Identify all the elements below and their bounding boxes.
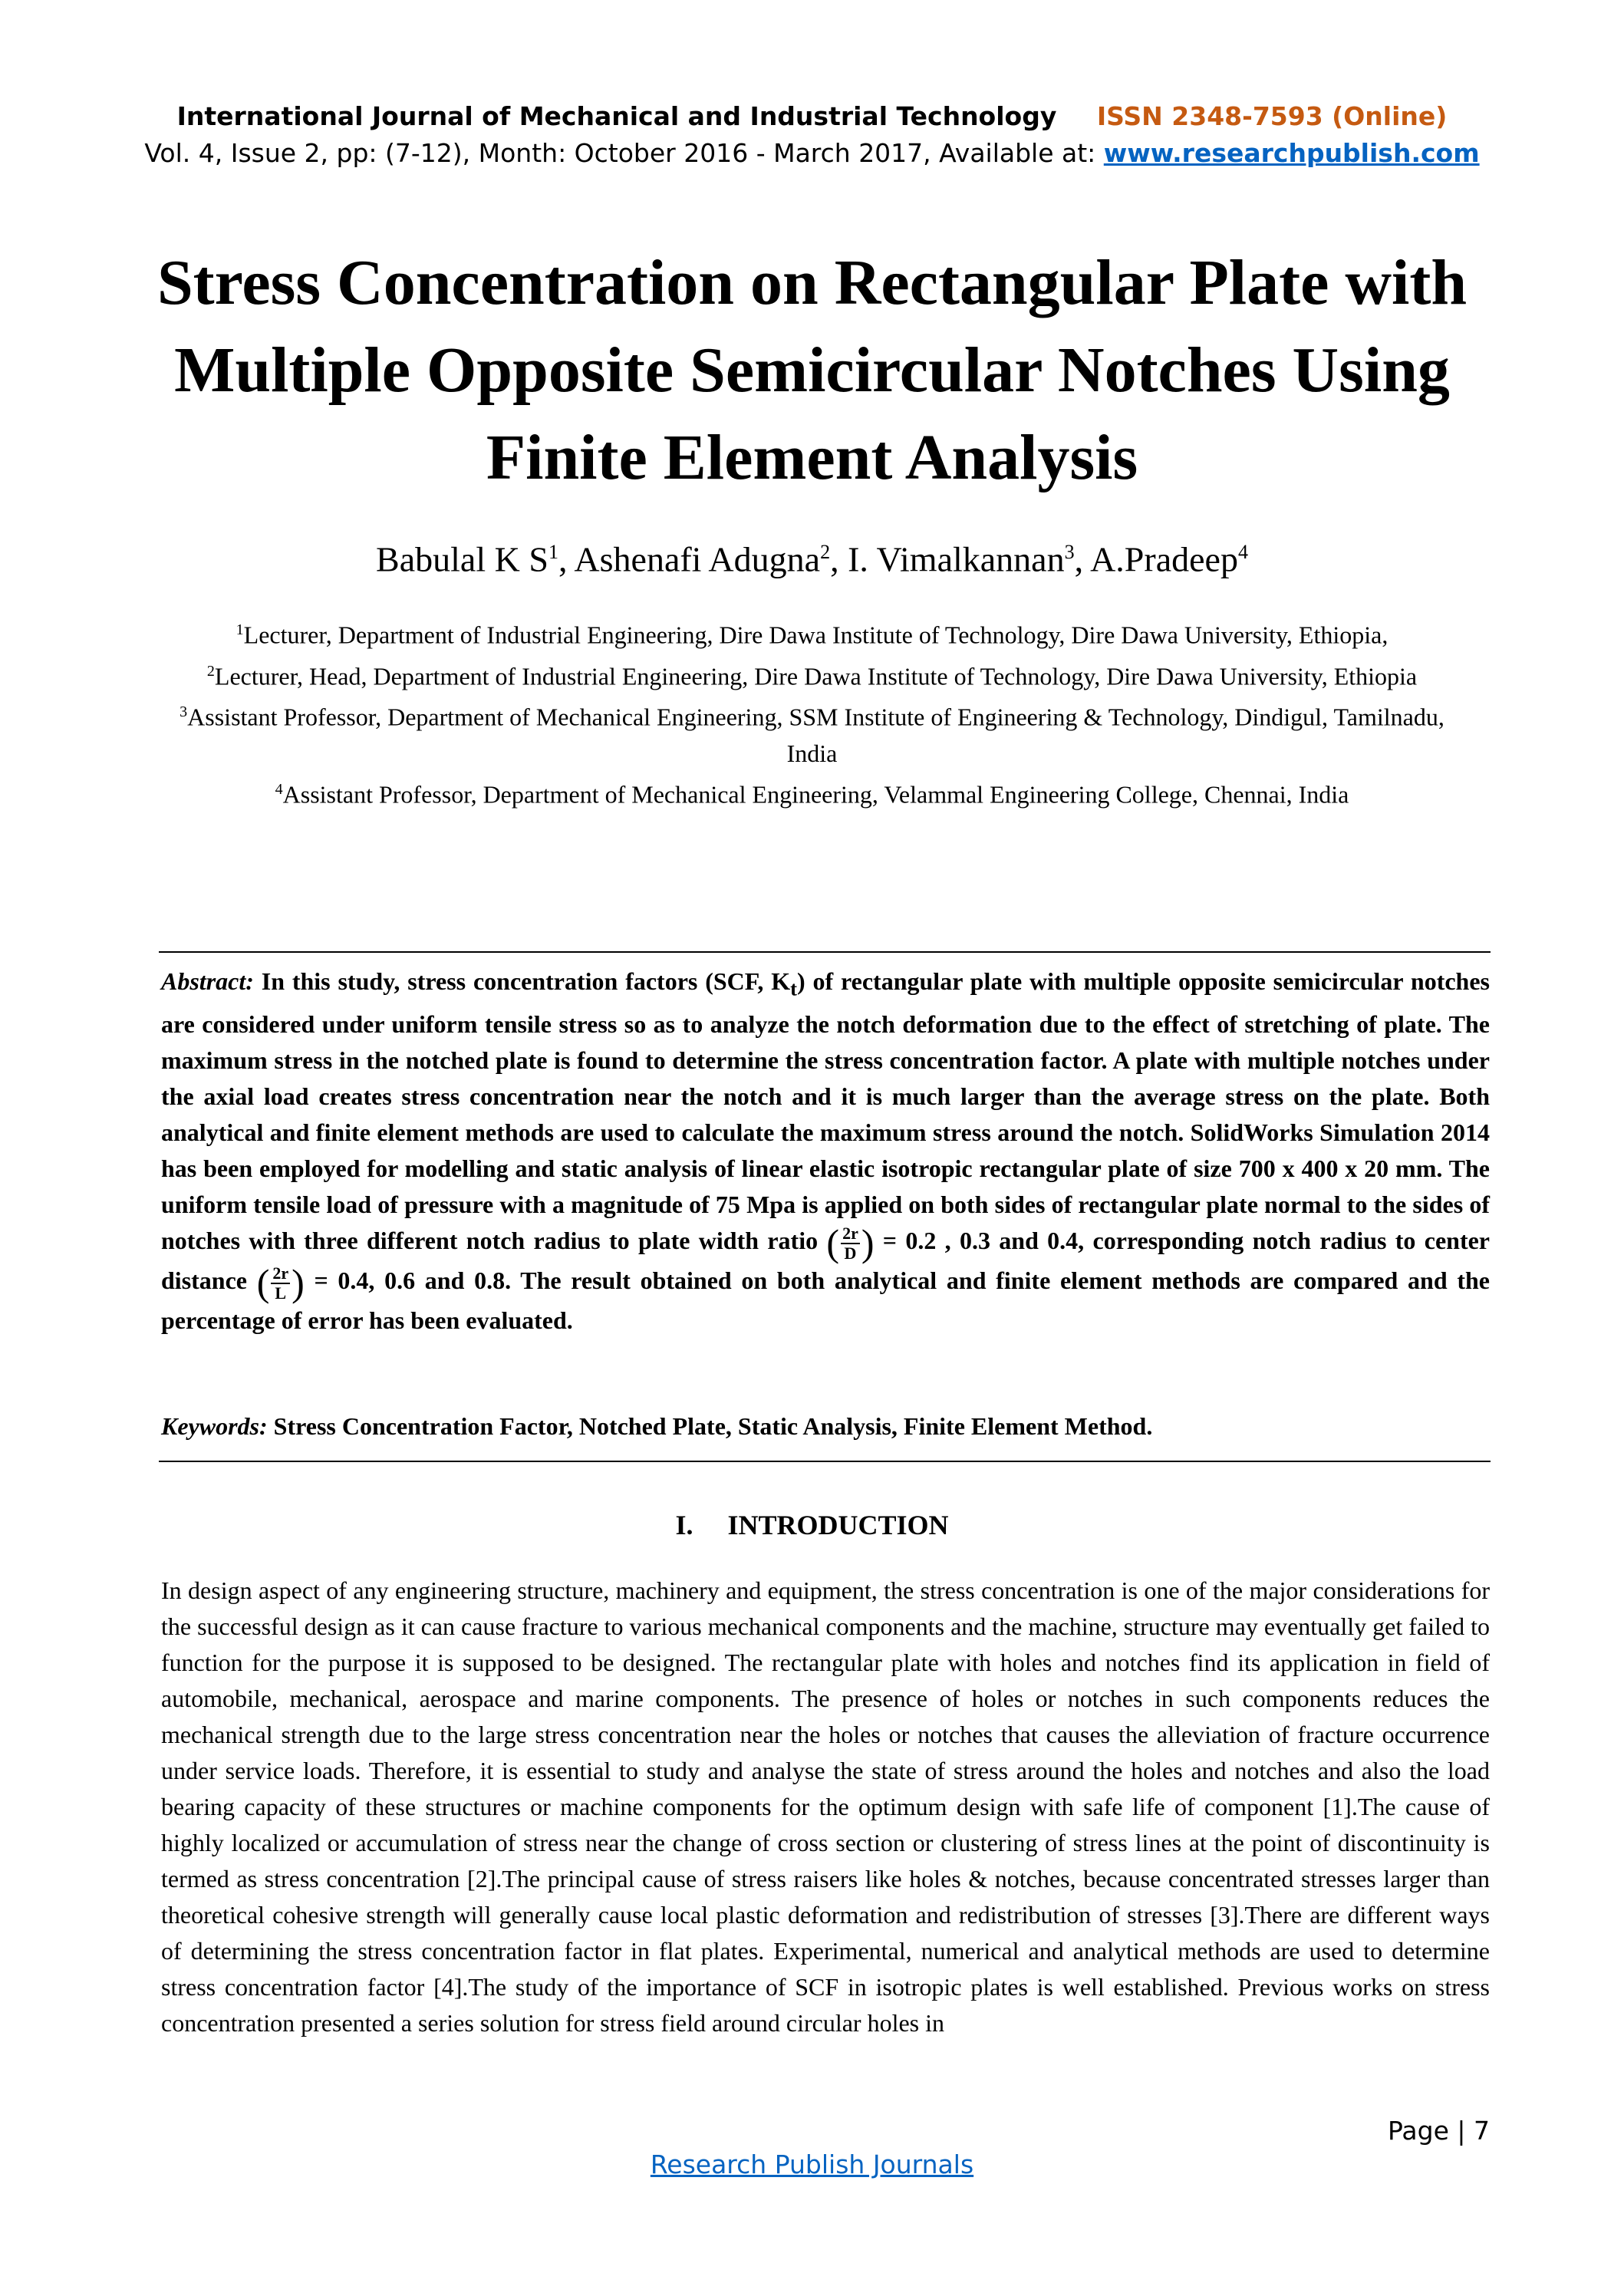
kt-subscript: t [790, 977, 798, 1000]
fraction-denominator: D [844, 1244, 857, 1263]
affiliation-text: Lecturer, Head, Department of Industrial Engineering, Dire Dawa Institute of Technology, Dire Dawa University, Ethiopia [214, 662, 1418, 690]
affiliation [153, 654, 1471, 695]
author-name: I. Vimalkannan [848, 539, 1065, 579]
keywords-label: Keywords: [161, 1412, 268, 1440]
fraction-numerator: 2r [272, 1263, 289, 1283]
abstract-top-divider [159, 951, 1491, 953]
publisher-footer-link[interactable]: Research Publish Journals [650, 2149, 974, 2179]
abstract-text: = 0.2 , 0.3 and 0.4, corresponding notch radius to center distance [161, 1227, 1491, 1295]
section-heading-introduction: I. INTRODUCTION [675, 1510, 949, 1540]
right-paren-glyph: ) [861, 1221, 875, 1265]
issn-label: ISSN 2348-7593 (Online) [1096, 101, 1448, 131]
affiliation [153, 612, 1471, 654]
author-affiliation-mark: 4 [1237, 541, 1248, 563]
author-list: Babulal K $S^1$, Ashenafi Adugna$^2$, I. Vimalkannan$^3$, A.Pradeep$^4$ [376, 539, 1248, 579]
fraction-denominator: L [275, 1283, 287, 1303]
left-paren-glyph: ( [826, 1221, 840, 1265]
introduction-paragraph: In design aspect of any engineering structure, machinery and equipment, the stress concentration is one of the major considerations for the successful design as it can cause fracture to various mechanical components and the machine, structure may eventually get failed to function for the purpose it is supposed to be designed. The rectangular plate with holes and notches find its application in field of automobile, mechanical, aerospace and marine components. The presence of holes or notches in such components reduces the mechanical strength due to the large stress concentration near the holes or notches that causes the alleviation of fracture occurrence under service loads. Therefore, it is essential to study and analyse the state of stress around the holes and notches and also the load bearing capacity of these structures or machine components for the optimum design with safe life of component [1].The cause of highly localized or accumulation of stress near the change of cross section or clustering of stress lines at the point of discontinuity is termed as stress concentration [2].The principal cause of stress raisers like holes & notches, because concentrated stresses larger than theoretical cohesive strength will generally cause local plastic deformation and redistribution of stresses [3].There are different ways of determining the stress concentration factor in flat plates. Experimental, numerical and analytical methods are used to determine stress concentration factor [4].The study of the importance of SCF in isotropic plates is well established. Previous works on stress concentration presented a series solution for stress field around circular holes in [161, 1576, 1490, 2037]
issue-line: Vol. 4, Issue 2, pp: (7-12), Month: October 2016 - March 2017, Available at: [144, 138, 1104, 168]
affiliation-mark: 3 [180, 703, 188, 721]
keywords-line [161, 1408, 1490, 1444]
abstract-text: = 0.4, 0.6 and 0.8. The result obtained on both analytical and finite element methods are compared and the percentage of error has been evaluated. [161, 1267, 1491, 1334]
abstract-text: ) of rectangular plate with multiple opposite semicircular notches are considered under uniform tensile stress so as to analyze the notch deformation due to the effect of stretching of plate. The maximum stress in the notched plate is found to determine the stress concentration factor. A plate with multiple notches under the axial load creates stress concentration near the notch and it is much larger than the average stress on the plate. Both analytical and finite element methods are used to calculate the maximum stress around the notch. SolidWorks Simulation 2014 has been employed for modelling and static analysis of linear elastic isotropic rectangular plate of size 700 x 400 x 20 mm. The uniform tensile load of pressure with a magnitude of 75 Mpa is applied on both sides of rectangular plate normal to the sides of notches with three different notch radius to plate width ratio [161, 967, 1491, 1255]
affiliation-mark: 4 [275, 780, 283, 798]
affiliation [153, 694, 1471, 772]
affiliation-mark: 1 [236, 621, 244, 638]
right-paren-glyph: ) [292, 1261, 305, 1305]
keywords-text: Stress Concentration Factor, Notched Plate, Static Analysis, Finite Element Method. [267, 1412, 1153, 1440]
affiliation [153, 772, 1471, 813]
fraction-numerator: 2r [842, 1224, 858, 1244]
affiliation-text: Assistant Professor, Department of Mechanical Engineering, SSM Institute of Engineering & Technology, Dindigul, Tamilnadu, India [187, 703, 1444, 767]
affiliation-mark: 2 [206, 662, 215, 680]
left-paren-glyph: ( [256, 1261, 270, 1305]
author-name: Babulal K S [376, 539, 548, 579]
affiliation-list [153, 612, 1471, 813]
author-affiliation-mark: 2 [820, 541, 831, 563]
paper-title: Stress Concentration on Rectangular Plate with Multiple Opposite Semicircular Notches Using Finite Element Analysis [156, 247, 1468, 493]
affiliation-text: Assistant Professor, Department of Mechanical Engineering, Velammal Engineering College, Chennai, India [282, 780, 1349, 809]
journal-name: International Journal of Mechanical and Industrial Technology [176, 101, 1057, 131]
affiliation-text: Lecturer, Department of Industrial Engineering, Dire Dawa Institute of Technology, Dire Dawa University, Ethiopia, [243, 621, 1388, 649]
abstract-bottom-divider [159, 1461, 1491, 1462]
journal-url-link[interactable]: www.researchpublish.com [1103, 138, 1480, 168]
author-name: Ashenafi Adugna [574, 539, 821, 579]
page-number: Page | 7 [1388, 2116, 1490, 2146]
abstract-block [161, 964, 1490, 1339]
author-affiliation-mark: 1 [548, 541, 558, 563]
abstract-label: Abstract: [161, 967, 254, 995]
journal-header [0, 98, 1624, 172]
author-name: A.Pradeep [1090, 539, 1238, 579]
author-affiliation-mark: 3 [1064, 541, 1075, 563]
abstract-text: In this study, stress concentration factors (SCF, K [253, 967, 791, 995]
ratio-2r-over-d [841, 1224, 860, 1263]
ratio-2r-over-l [271, 1264, 290, 1303]
